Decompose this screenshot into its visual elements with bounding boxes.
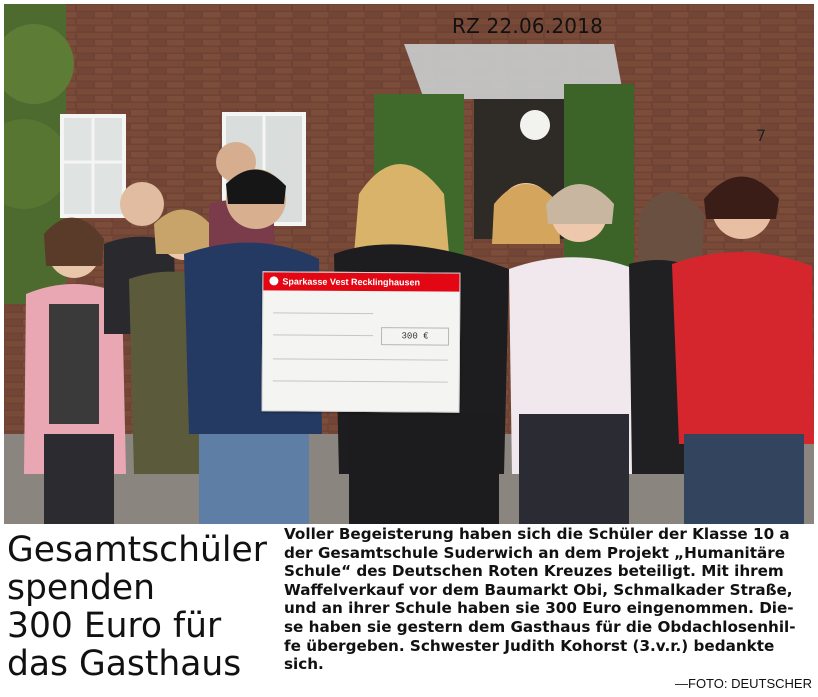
- date-stamp: RZ 22.06.2018: [452, 14, 604, 38]
- body-line: fe übergeben. Schwester Judith Kohorst (3.v.r.) bedankte: [284, 636, 775, 655]
- headline-line: spenden: [7, 568, 155, 608]
- cheque-line: [273, 334, 373, 336]
- cheque-line: [273, 358, 448, 360]
- body-line: Voller Begeisterung haben sich die Schüler der Klasse 10 a: [284, 525, 790, 543]
- house-number: 7: [756, 126, 767, 145]
- article-headline: [7, 531, 275, 683]
- body-line: sich.: [284, 655, 324, 674]
- body-line: Waffelverkauf vor dem Baumarkt Obi, Schmalkader Straße,: [284, 580, 793, 599]
- cheque-line: [273, 312, 373, 314]
- article-body: [284, 525, 814, 674]
- headline-line: 300 Euro für: [7, 606, 222, 646]
- cheque-line: [273, 380, 448, 382]
- body-line: und an ihrer Schule haben sie 300 Euro eingenommen. Die-: [284, 599, 794, 618]
- body-line: se haben sie gestern dem Gasthaus für die Obdachlosenhil-: [284, 617, 796, 636]
- cheque-amount: 300 €: [381, 327, 449, 345]
- body-line: der Gesamtschule Suderwich an dem Projekt „Humanitäre: [284, 543, 786, 562]
- sparkasse-logo-icon: [269, 276, 278, 285]
- cheque-bank-name: Sparkasse Vest Recklinghausen: [282, 276, 421, 288]
- photo-illustration: [4, 4, 814, 524]
- body-line: Schule“ des Deutschen Roten Kreuzes beteiligt. Mit ihrem: [284, 562, 784, 581]
- headline-line: das Gasthaus: [7, 644, 242, 684]
- headline-line: Gesamtschüler: [7, 530, 267, 570]
- photo-credit: —FOTO: DEUTSCHER: [675, 676, 812, 691]
- cheque-bank-bar: [263, 272, 459, 291]
- donation-cheque: [262, 271, 461, 412]
- news-photo: [4, 4, 814, 524]
